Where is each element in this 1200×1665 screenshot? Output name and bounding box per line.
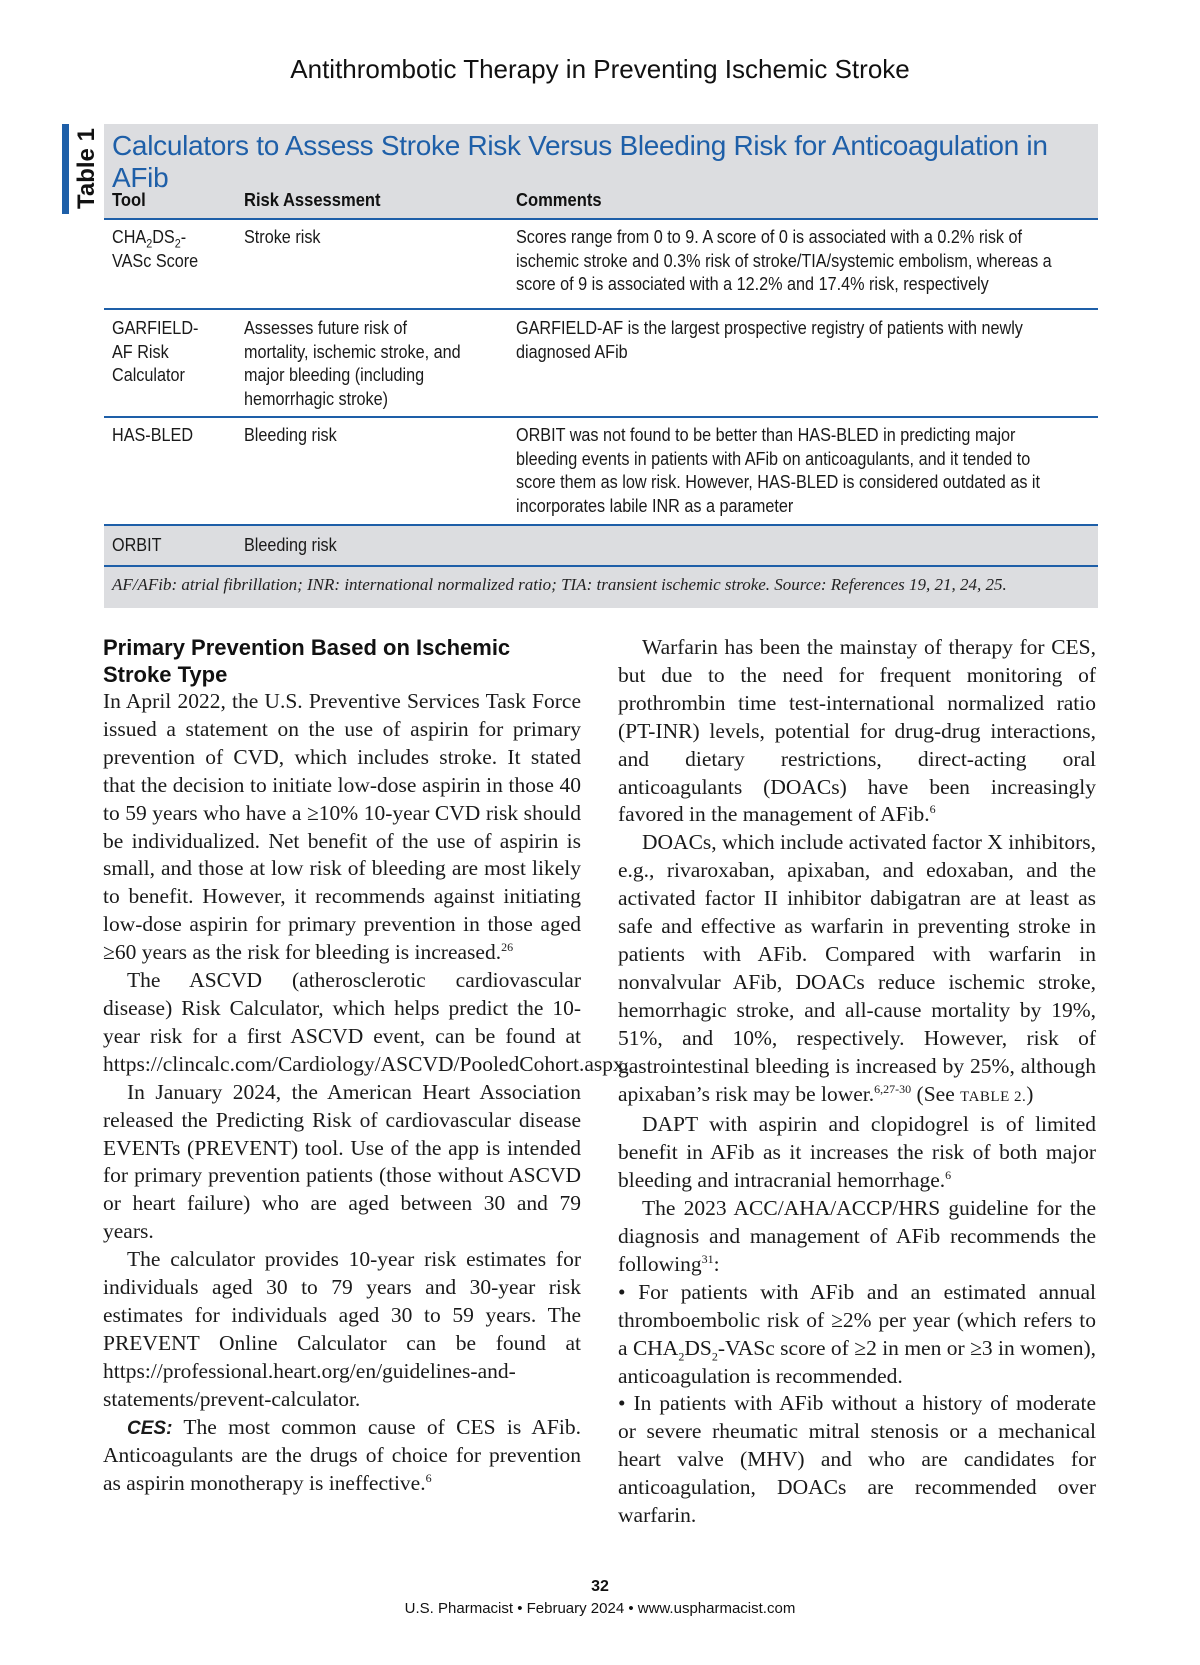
table-tab-bar [62,124,69,214]
cell-comment: ORBIT was not found to be better than HAS-BLED in predicting major bleeding events in patients with AFib on anticoagulants, and it tended to score them as low risk. However, HAS-BLED is considered outdated as it incorporates labile INR as a parameter [516,425,1041,516]
right-column [618,634,1096,1530]
table-title: Calculators to Assess Stroke Risk Versus Bleeding Risk for Anticoagulation in AFib [112,130,1048,193]
cell-tool: $CHA_2DS_2-$ VASc Score [112,227,199,271]
table-tab-label: Table 1 [73,128,100,210]
left-column [103,634,630,1498]
cell-risk: Stroke risk [244,227,321,247]
cell-risk: Assesses future risk of mortality, ischemic stroke, and major bleeding (including hemorrhagic stroke) [244,318,461,409]
bullet-item: • In patients with AFib without a history of moderate or severe rheumatic mitral stenosis or a mechanical heart valve (MHV) and who are candidates for anticoagulation, DOACs are recommended over warfarin. [618,1391,1096,1528]
table-row [104,220,1098,308]
paragraph: The ASCVD (atherosclerotic cardiovascular disease) Risk Calculator, which helps predict the 10-year risk for a first ASCVD event, can be found at https://clincalc.com/Cardiology/ASCVD/PooledCohort.aspx. [103,968,630,1076]
cell-risk: Bleeding risk [244,425,337,445]
column-header-comments: Comments [516,190,602,210]
cell-comment: GARFIELD-AF is the largest prospective registry of patients with newly diagnosed AFib [516,318,1023,362]
publication-line: U.S. Pharmacist • February 2024 • www.uspharmacist.com [404,1600,796,1617]
paragraph: CES: The most common cause of CES is AFib. Anticoagulants are the drugs of choice for prevention as aspirin monotherapy is ineffective.$^6$ [103,1414,581,1496]
paragraph: Warfarin has been the mainstay of therapy for CES, but due to the need for frequent monitoring of prothrombin time test-international normalized ratio (PT-INR) levels, potential for drug-drug interactions, and dietary restrictions, direct-acting oral anticoagulants (DOACs) have been increasingly favored in the management of AFib.$^6$ [618,635,1096,827]
paragraph: In April 2022, the U.S. Preventive Services Task Force issued a statement on the use of aspirin for primary prevention of CVD, which includes stroke. It stated that the decision to initiate low-dose aspirin in those 40 to 59 years who have a ≥10% 10-year CVD risk should be individualized. Net benefit of the use of aspirin is small, and those at low risk of bleeding are most likely to benefit. However, it recommends against initiating low-dose aspirin for primary prevention in those aged ≥60 years as the risk for bleeding is increased.$^{26}$ [103,689,581,965]
paragraph: The 2023 ACC/AHA/ACCP/HRS guideline for the diagnosis and management of AFib recommends the following$^{31}$: [618,1196,1096,1276]
cell-risk: Bleeding risk [244,535,337,555]
bullet-item: • For patients with AFib and an estimated annual thromboembolic risk of ≥2% per year (which refers to a $CHA_2DS_2$-VASc score of ≥2 in men or ≥3 in women), anticoagulation is recommended. [618,1279,1096,1388]
column-header-tool: Tool [112,190,146,210]
running-head: Antithrombotic Therapy in Preventing Ischemic Stroke [290,54,910,84]
section-heading: Primary Prevention Based on Ischemic Stroke Type [103,635,511,687]
paragraph: In January 2024, the American Heart Association released the Predicting Risk of cardiovascular disease EVENTs (PREVENT) tool. Use of the app is intended for primary prevention patients (those without ASCVD or heart failure) who are aged between 30 and 79 years. [103,1079,581,1244]
cell-tool: ORBIT [112,535,162,555]
table-tab [62,124,102,214]
column-header-risk: Risk Assessment [244,190,381,210]
paragraph: DAPT with aspirin and clopidogrel is of limited benefit in AFib as it increases the risk of both major bleeding and intracranial hemorrhage.$^6$ [618,1112,1096,1193]
cell-tool: GARFIELD-AF Risk Calculator [112,318,199,385]
paragraph: The calculator provides 10-year risk estimates for individuals aged 30 to 79 years and 30-year risk estimates for individuals aged 30 to 59 years. The PREVENT Online Calculator can be found at https://professional.heart.org/en/guidelines-and-statements/prevent-calculator. [103,1247,581,1411]
cell-tool: HAS-BLED [112,425,194,445]
table-rule [104,565,1098,567]
paragraph: DOACs, which include activated factor X inhibitors, e.g., rivaroxaban, apixaban, and edoxaban, and the activated factor II inhibitor dabigatran are at least as safe and effective as warfarin in preventing stroke in patients with AFib. Compared with warfarin in nonvalvular AFib, DOACs reduce ischemic stroke, hemorrhagic stroke, and all-cause mortality by 19%, 51%, and 10%, respectively. However, risk of gastrointestinal bleeding is increased by 25%, although apixaban’s risk may be lower.$^{6,27-30}$ (See TABLE 2.) [618,830,1096,1106]
table-reference: TABLE 2. [960,1088,1027,1105]
cell-comment: Scores range from 0 to 9. A score of 0 is associated with a 0.2% risk of ischemic stroke and 0.3% risk of stroke/TIA/systemic embolism, whereas a score of 9 is associated with a 12.2% and 17.4% risk, respectively [516,227,1052,294]
table-row [104,418,1098,524]
table-row [104,526,1098,566]
table-footnote: AF/AFib: atrial fibrillation; INR: international normalized ratio; TIA: transient ischemic stroke. Source: References 19, 21, 24, 25. [112,575,1007,594]
page-number: 32 [591,1578,609,1595]
table-row [104,310,1098,416]
run-in-heading: CES: [127,1417,173,1439]
